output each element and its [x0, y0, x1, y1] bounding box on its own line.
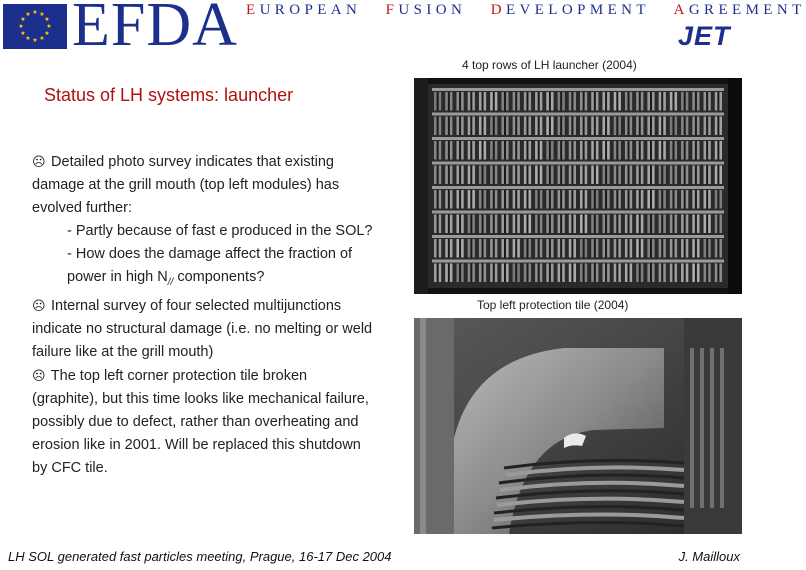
svg-text:★: ★ [25, 11, 31, 18]
subscript: // [167, 276, 174, 288]
frown-icon: ☹ [32, 367, 46, 383]
slide-title: Status of LH systems: launcher [44, 85, 294, 105]
frown-icon: ☹ [32, 297, 46, 313]
launcher-photo [414, 78, 742, 294]
jet-logo-text: JET [678, 21, 731, 51]
footer-author: J. Mailloux [678, 549, 740, 564]
org-word: AGREEMENT [673, 2, 806, 18]
frown-icon: ☹ [32, 154, 46, 169]
svg-text:★: ★ [46, 23, 52, 30]
launcher-grill-image [414, 78, 742, 294]
eu-flag-logo [3, 4, 67, 49]
protection-tile-image [414, 318, 742, 534]
svg-text:★: ★ [44, 16, 50, 23]
svg-text:★: ★ [39, 11, 45, 18]
footer-meeting: LH SOL generated fast particles meeting, Prague, 16-17 Dec 2004 [8, 549, 392, 564]
tile-photo-caption: Top left protection tile (2004) [477, 298, 629, 312]
svg-text:★: ★ [39, 35, 45, 42]
launcher-photo-caption: 4 top rows of LH launcher (2004) [462, 58, 637, 72]
sub-bullet: - Partly because of fast e produced in the SOL? [67, 223, 373, 239]
svg-text:★: ★ [20, 16, 26, 23]
org-word: DEVELOPMENT [490, 2, 650, 18]
bullet-item [32, 364, 377, 480]
org-word: EUROPEAN [246, 2, 362, 18]
svg-text:★: ★ [20, 30, 26, 37]
bullet-item [32, 294, 377, 364]
org-word: FUSION [385, 2, 467, 18]
bullet-text: The top left corner protection tile broken (graphite), but this time looks like mechanical failure, possibly due to defect, rather than overheating and erosion like in 2001. Will be replaced this shutdown by CFC tile. [32, 367, 369, 476]
svg-text:★: ★ [32, 37, 38, 44]
sub-bullet: - How does the damage affect the fraction of power in high $N_{//}$ components? [67, 246, 353, 288]
bullet-list [32, 150, 377, 480]
organization-name [246, 2, 806, 19]
jet-logo [672, 22, 746, 50]
tile-photo [414, 318, 742, 534]
eu-stars-icon [3, 4, 67, 49]
bullet-item [32, 150, 377, 220]
svg-text:★: ★ [25, 35, 31, 42]
efda-logo: EFDA [72, 0, 238, 59]
svg-text:★: ★ [32, 9, 38, 16]
svg-text:★: ★ [18, 23, 24, 30]
bullet-text: Detailed photo survey indicates that existing damage at the grill mouth (top left modules) has evolved further: [32, 154, 340, 216]
svg-text:★: ★ [44, 30, 50, 37]
bullet-text: Internal survey of four selected multijunctions indicate no structural damage (i.e. no melting or weld failure like at the grill mouth) [32, 297, 373, 360]
